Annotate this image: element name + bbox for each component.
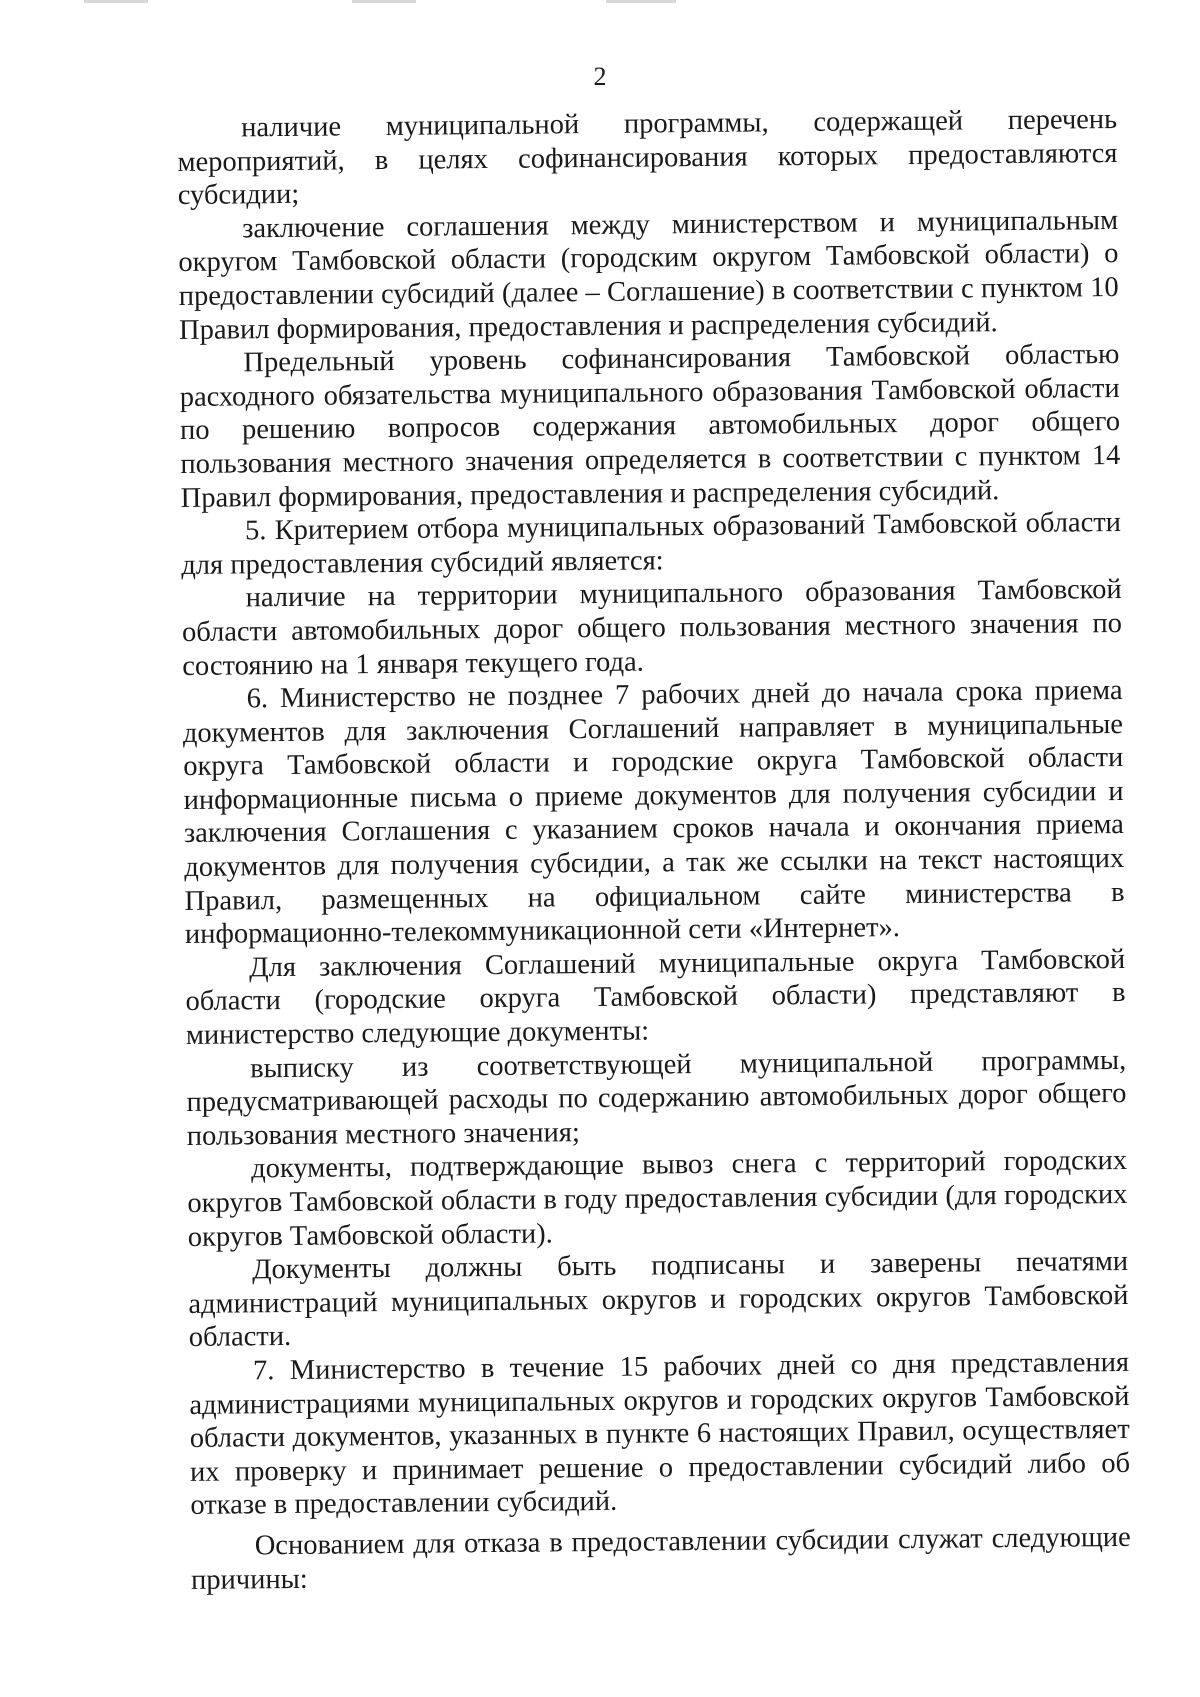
page-number: 2 [593, 62, 607, 91]
paragraph-program-extract: выписку из соответствующей муниципальной программы, предусматривающей расходы по содержанию автомобильных дорог общего пользования местного значения; [186, 1044, 1127, 1152]
paragraph-section-6: 6. Министерство не позднее 7 рабочих дней до начала срока приема документов для заключения Соглашений направляет в муниципальные округа Тамбовской области и городские округа Тамбовской области информационные письма о приеме документов для получения субсидии и заключения Соглашения с указанием сроков начала и окончания приема документов для получения субсидии, а так же ссылки на текст настоящих Правил, размещенных на официальном сайте министерства в информационно-телекоммуникационной сети «Интернет». [182, 675, 1125, 951]
paragraph-section-5: 5. Критерием отбора муниципальных образований Тамбовской области для предоставления субсидий является: [181, 507, 1122, 581]
paragraph-documents-intro: Для заключения Соглашений муниципальные округа Тамбовской области (городские округа Тамбовской области) представляют в министерство следующие документы: [185, 943, 1126, 1051]
document-body [177, 103, 1131, 1597]
paragraph-program-requirement: наличие муниципальной программы, содержащей перечень мероприятий, в целях софинансирования которых предоставляются субсидии; [177, 103, 1118, 212]
scan-artifact [352, 0, 416, 3]
paragraph-agreement-requirement: заключение соглашения между министерством и муниципальным округом Тамбовской области (городским округом Тамбовской области) о предоставлении субсидий (далее – Соглашение) в соответствии с пунктом 10 Правил формирования, предоставления и распределения субсидий. [178, 204, 1119, 346]
paragraph-signatures: Документы должны быть подписаны и заверены печатями администраций муниципальных округов и городских округов Тамбовской области. [188, 1246, 1129, 1354]
scan-artifact [606, 0, 676, 3]
scan-artifact [84, 0, 148, 3]
paragraph-refusal-grounds: Основанием для отказа в предоставлении субсидии служат следующие причины: [190, 1521, 1131, 1596]
paragraph-cofinancing-level: Предельный уровень софинансирования Тамбовской областью расходного обязательства муниципального образования Тамбовской области по решению вопросов содержания автомобильных дорог общего пользования местного значения определяется в соответствии с пунктом 14 Правил формирования, предоставления и распределения субсидий. [179, 339, 1121, 514]
paragraph-section-7: 7. Министерство в течение 15 рабочих дней со дня представления администрациями муниципальных округов и городских округов Тамбовской области документов, указанных в пункте 6 настоящих Правил, осуществляет их проверку и принимает решение о предоставлении субсидий либо об отказе в предоставлении субсидий. [189, 1346, 1131, 1522]
paragraph-selection-criterion: наличие на территории муниципального образования Тамбовской области автомобильных дорог общего пользования местного значения по состоянию на 1 января текущего года. [181, 574, 1123, 682]
paragraph-snow-removal: документы, подтверждающие вывоз снега с территорий городских округов Тамбовской области в году предоставления субсидии (для городских округов Тамбовской области). [187, 1145, 1128, 1253]
